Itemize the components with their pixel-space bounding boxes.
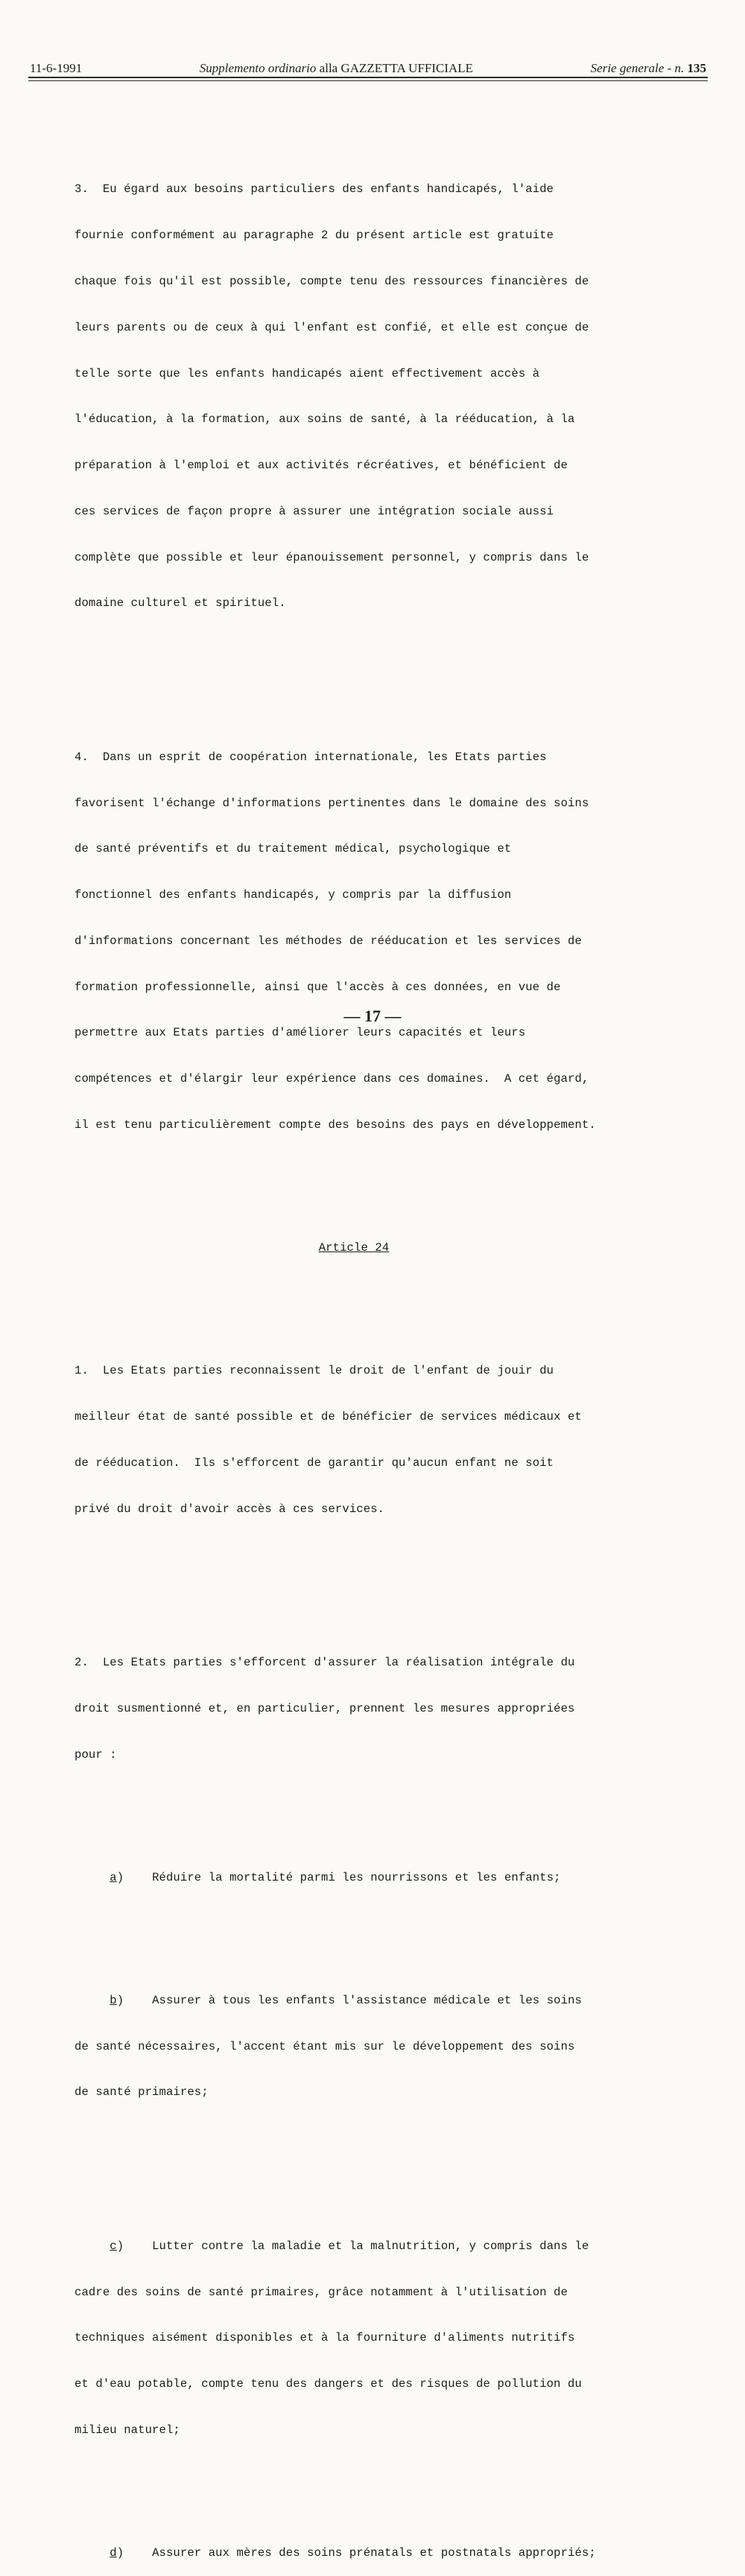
document-body	[74, 121, 663, 2576]
list-item-b: b) Assurer à tous les enfants l'assistance médicale et les soins de santé nécessaires, l'accent étant mis sur le développement des soins de santé primaires;	[74, 1963, 663, 2132]
paragraph-4	[74, 719, 663, 1164]
text-line: fonctionnel des enfants handicapés, y compris par la diffusion	[74, 888, 512, 902]
header-series	[591, 61, 706, 76]
text-line: meilleur état de santé possible et de bénéficier de services médicaux et	[74, 1410, 582, 1424]
paragraph-3	[74, 151, 663, 642]
text-line: droit susmentionné et, en particulier, prennent les mesures appropriées	[74, 1701, 575, 1715]
list-item-letter: d	[110, 2546, 117, 2560]
header-publication-name: GAZZETTA UFFICIALE	[340, 61, 474, 75]
text-line: de santé primaires;	[74, 2085, 209, 2100]
text-line: 1. Les Etats parties reconnaissent le droit de l'enfant de jouir du	[74, 1364, 554, 1378]
page-number: — 17 —	[343, 1007, 402, 1025]
header-issue-number: 135	[687, 61, 706, 75]
text-line: milieu naturel;	[74, 2423, 180, 2437]
text-line: telle sorte que les enfants handicapés aient effectivement accès à	[74, 366, 540, 380]
list-item-letter: a	[110, 1870, 117, 1884]
text-line: Lutter contre la maladie et la malnutrition, y compris dans le	[152, 2239, 589, 2253]
text-line: privé du droit d'avoir accès à ces services.	[74, 1502, 385, 1516]
text-line: de rééducation. Ils s'efforcent de garantir qu'aucun enfant ne soit	[74, 1456, 554, 1470]
text-line: Assurer aux mères des soins prénatals et postnatals appropriés;	[152, 2546, 596, 2560]
header-publication-middle: alla	[319, 61, 338, 75]
header-series-label: Serie generale - n.	[590, 61, 685, 75]
list-item-letter: b	[110, 1993, 117, 2007]
list-item-d: d) Assurer aux mères des soins prénatals et postnatals appropriés;	[110, 2546, 596, 2560]
page-header	[30, 61, 706, 76]
text-line: et d'eau potable, compte tenu des dangers et des risques de pollution du	[74, 2377, 582, 2391]
text-line: pour :	[74, 1747, 117, 1762]
header-date: 11-6-1991	[30, 61, 83, 75]
text-line: chaque fois qu'il est possible, compte tenu des ressources financières de	[74, 274, 589, 288]
list-item-a: a) Réduire la mortalité parmi les nourrissons et les enfants;	[110, 1870, 561, 1884]
text-line: Réduire la mortalité parmi les nourrissons et les enfants;	[152, 1870, 561, 1884]
text-line: permettre aux Etats parties d'améliorer leurs capacités et leurs	[74, 1026, 526, 1040]
article-24-paragraph-1	[74, 1333, 663, 1547]
text-line: Assurer à tous les enfants l'assistance médicale et les soins	[152, 1993, 582, 2007]
header-rule-bottom	[28, 80, 708, 81]
article-24-paragraph-2	[74, 1625, 663, 1794]
text-line: compétences et d'élargir leur expérience dans ces domaines. A cet égard,	[74, 1072, 589, 1086]
text-line: complète que possible et leur épanouissement personnel, y compris dans le	[74, 550, 589, 564]
text-line: ces services de façon propre à assurer une intégration sociale aussi	[74, 504, 554, 518]
text-line: préparation à l'emploi et aux activités récréatives, et bénéficient de	[74, 459, 568, 473]
text-line: 4. Dans un esprit de coopération internationale, les Etats parties	[74, 750, 547, 764]
list-item-letter: c	[110, 2239, 117, 2253]
text-line: il est tenu particulièrement compte des besoins des pays en développement.	[74, 1118, 596, 1132]
text-line: 2. Les Etats parties s'efforcent d'assurer la réalisation intégrale du	[74, 1656, 575, 1669]
text-line: cadre des soins de santé primaires, grâce notamment à l'utilisation de	[74, 2285, 568, 2299]
article-24-title: Article 24	[318, 1241, 390, 1255]
text-line: de santé préventifs et du traitement médical, psychologique et	[74, 842, 512, 856]
text-line: domaine culturel et spirituel.	[74, 596, 286, 610]
header-publication-prefix: Supplemento ordinario	[199, 61, 317, 75]
text-line: techniques aisément disponibles et à la fourniture d'aliments nutritifs	[74, 2331, 575, 2345]
header-rule-top	[28, 77, 708, 78]
header-publication	[200, 61, 473, 76]
text-line: d'informations concernant les méthodes de rééducation et les services de	[74, 934, 582, 948]
text-line: fournie conformément au paragraphe 2 du présent article est gratuite	[74, 229, 554, 243]
text-line: l'éducation, à la formation, aux soins de santé, à la rééducation, à la	[74, 412, 575, 427]
list-item-c: c) Lutter contre la maladie et la malnutrition, y compris dans le cadre des soins de santé primaires, grâce notamment à l'utilisation de techniques aisément disponibles et à la fourniture d'aliments nutritifs et d'eau potable, compte tenu des dangers et des risques de pollution du milieu naturel;	[74, 2208, 663, 2469]
text-line: formation professionnelle, ainsi que l'accès à ces données, en vue de	[74, 980, 561, 994]
text-line: 3. Eu égard aux besoins particuliers des enfants handicapés, l'aide	[74, 182, 554, 197]
text-line: leurs parents ou de ceux à qui l'enfant est confié, et elle est conçue de	[74, 320, 589, 334]
text-line: de santé nécessaires, l'accent étant mis sur le développement des soins	[74, 2039, 575, 2053]
text-line: favorisent l'échange d'informations pertinentes dans le domaine des soins	[74, 796, 589, 810]
